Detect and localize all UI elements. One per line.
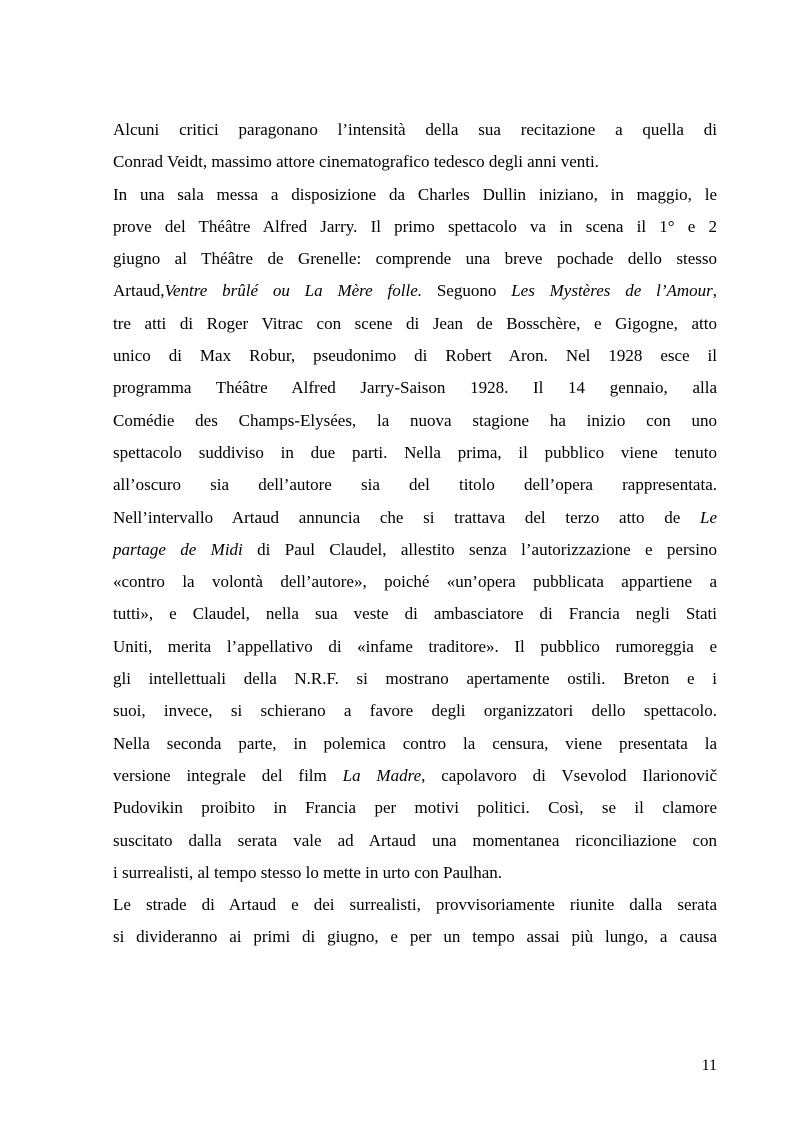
text-run: spettacolo suddiviso in due parti. Nella prima, il pubblico viene tenuto — [113, 442, 717, 462]
text-line — [113, 405, 717, 437]
text-run: Nella seconda parte, in polemica contro la censura, viene presentata la — [113, 733, 717, 753]
text-run: , — [712, 281, 718, 301]
text-run: suoi, invece, si schierano a favore degli organizzatori dello spettacolo. — [113, 701, 717, 721]
text-run: Le strade di Artaud e dei surrealisti, provvisoriamente riunite dalla serata — [113, 895, 717, 915]
text-run: si divideranno ai primi di giugno, e per un tempo assai più lungo, a causa — [113, 927, 717, 947]
text-line — [113, 695, 717, 727]
italic-text: Les Mystères de l’Amour — [511, 281, 713, 301]
text-run: programma Théâtre Alfred Jarry-Saison 1928. Il 14 gennaio, alla — [113, 378, 717, 398]
text-line — [113, 114, 717, 146]
text-run: suscitato dalla serata vale ad Artaud una momentanea riconciliazione con — [113, 830, 717, 850]
text-run: versione integrale del film — [113, 765, 343, 785]
text-line — [113, 889, 717, 921]
text-run: Pudovikin proibito in Francia per motivi politici. Così, se il clamore — [113, 798, 717, 818]
text-run: Seguono — [422, 281, 512, 301]
text-line — [113, 502, 717, 534]
text-line — [113, 728, 717, 760]
text-run: Alcuni critici paragonano l’intensità della sua recitazione a quella di — [113, 120, 717, 139]
text-line — [113, 243, 717, 275]
text-line — [113, 921, 717, 953]
text-line — [113, 211, 717, 243]
text-line — [113, 146, 717, 178]
italic-text: La Madre — [342, 765, 422, 785]
text-line — [113, 469, 717, 501]
text-run: all’oscuro sia dell’autore sia del titolo dell’opera rappresentata. — [113, 475, 717, 495]
text-line — [113, 308, 717, 340]
body-text — [113, 114, 717, 954]
text-line — [113, 179, 717, 211]
text-line — [113, 825, 717, 857]
text-line — [113, 275, 717, 307]
text-run: gli intellettuali della N.R.F. si mostrano apertamente ostili. Breton e i — [113, 669, 717, 689]
italic-text: Le — [700, 507, 717, 527]
italic-text: partage de Midi — [113, 539, 243, 559]
page-number: 11 — [701, 1057, 717, 1074]
text-run: Nell’intervallo Artaud annuncia che si trattava del terzo atto de — [113, 507, 700, 527]
text-run: Conrad Veidt, massimo attore cinematografico tedesco degli anni venti. — [113, 152, 599, 172]
text-run: In una sala messa a disposizione da Charles Dullin iniziano, in maggio, le — [113, 184, 717, 204]
text-run: prove del Théâtre Alfred Jarry. Il primo spettacolo va in scena il 1° e 2 — [113, 216, 717, 236]
text-run: , capolavoro di Vsevolod Ilarionovič — [421, 765, 717, 785]
text-line — [113, 857, 717, 889]
text-line — [113, 598, 717, 630]
text-run: Artaud, — [113, 281, 165, 301]
text-run: tre atti di Roger Vitrac con scene di Jean de Bosschère, e Gigogne, atto — [113, 313, 717, 333]
text-line — [113, 631, 717, 663]
text-line — [113, 534, 717, 566]
text-line — [113, 792, 717, 824]
text-run: tutti», e Claudel, nella sua veste di ambasciatore di Francia negli Stati — [113, 604, 717, 624]
text-run: «contro la volontà dell’autore», poiché «un’opera pubblicata appartiene a — [113, 572, 717, 592]
text-run: Comédie des Champs-Elysées, la nuova stagione ha inizio con uno — [113, 410, 717, 430]
text-run: di Paul Claudel, allestito senza l’autorizzazione e persino — [242, 539, 717, 559]
text-line — [113, 340, 717, 372]
text-line — [113, 663, 717, 695]
text-line — [113, 372, 717, 404]
text-run: Uniti, merita l’appellativo di «infame traditore». Il pubblico rumoreggia e — [113, 636, 717, 656]
text-line — [113, 760, 717, 792]
text-run: i surrealisti, al tempo stesso lo mette in urto con Paulhan. — [113, 862, 503, 882]
text-run: giugno al Théâtre de Grenelle: comprende una breve pochade dello stesso — [113, 249, 717, 269]
text-line — [113, 437, 717, 469]
italic-text: Ventre brûlé ou La Mère folle. — [164, 281, 422, 301]
text-line — [113, 566, 717, 598]
text-run: unico di Max Robur, pseudonimo di Robert Aron. Nel 1928 esce il — [113, 346, 717, 366]
